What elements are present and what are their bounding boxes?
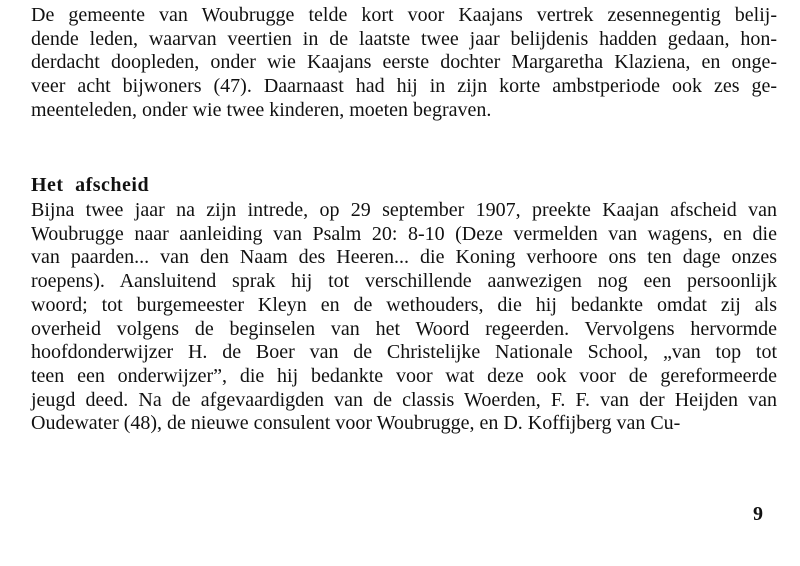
paragraph-2-line: woord; tot burgemeester Kleyn en de wethouders, die hij bedankte omdat zij als bbox=[31, 293, 777, 316]
paragraph-2-line: teen een onderwijzer”, die hij bedankte voor wat deze ook voor de gereformeerde bbox=[31, 364, 777, 387]
paragraph-2-line: van paarden... van den Naam des Heeren... die Koning verhoore ons ten dage onzes bbox=[31, 246, 777, 269]
paragraph-1-line: De gemeente van Woubrugge telde kort voor Kaajans vertrek zesennegentig belij- bbox=[31, 4, 777, 26]
paragraph-1-line: veer acht bijwoners (47). Daarnaast had hij in zijn korte ambstperiode ook zes ge- bbox=[31, 75, 777, 98]
paragraph-1-line: dende leden, waarvan veertien in de laatste twee jaar belijdenis hadden gedaan, hon- bbox=[31, 27, 777, 50]
paragraph-2-line: Woubrugge naar aanleiding van Psalm 20: 8-10 (Deze vermelden van wagens, en die bbox=[31, 222, 777, 245]
document-page bbox=[31, 0, 781, 566]
paragraph-2-line: hoofdonderwijzer H. de Boer van de Christelijke Nationale School, „van top tot bbox=[31, 341, 777, 364]
paragraph-2-line: jeugd deed. Na de afgevaardigden van de classis Woerden, F. F. van der Heijden van bbox=[31, 388, 777, 411]
section-heading: Het afscheid bbox=[31, 174, 150, 196]
paragraph-1-line: meenteleden, onder wie twee kinderen, moeten begraven. bbox=[31, 98, 492, 121]
paragraph-1 bbox=[31, 4, 777, 123]
paragraph-2 bbox=[31, 199, 777, 436]
paragraph-2-line: Oudewater (48), de nieuwe consulent voor Woubrugge, en D. Koffijberg van Cu- bbox=[31, 412, 681, 435]
paragraph-2-line: Bijna twee jaar na zijn intrede, op 29 september 1907, preekte Kaajan afscheid van bbox=[31, 199, 778, 221]
page-number: 9 bbox=[753, 503, 763, 525]
paragraph-2-line: overheid volgens de beginselen van het Woord regeerden. Vervolgens hervormde bbox=[31, 317, 777, 340]
paragraph-1-line: derdacht doopleden, onder wie Kaajans eerste dochter Margaretha Klaziena, en onge- bbox=[31, 51, 777, 74]
paragraph-2-line: roepens). Aansluitend sprak hij tot verschillende aanwezigen nog een persoonlijk bbox=[31, 270, 778, 293]
